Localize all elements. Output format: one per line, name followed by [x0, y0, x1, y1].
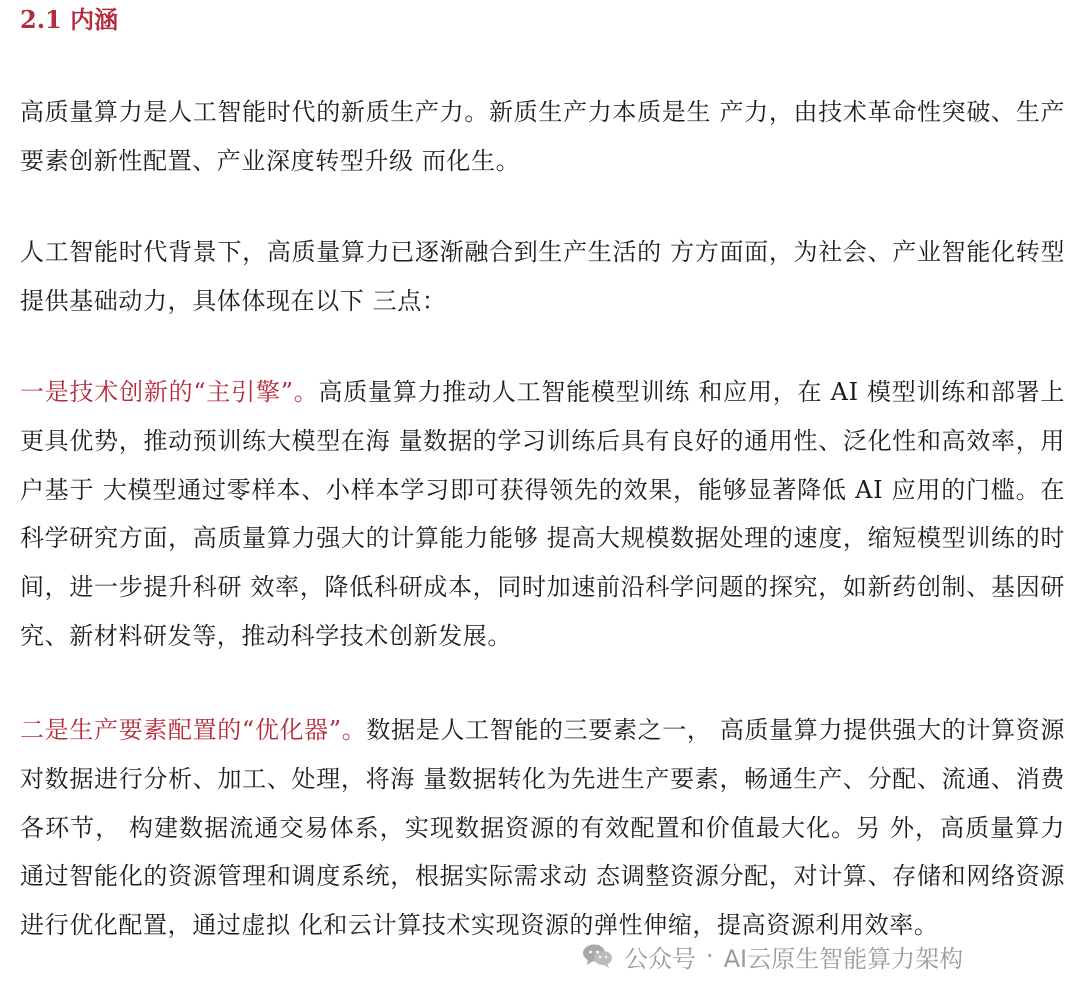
paragraph-text: 数据是人工智能的三要素之一， 高质量算力提供强大的计算资源对数据进行分析、加工、处理，将海 量数据转化为先进生产要素，畅通生产、分配、流通、消费各环节， 构建数据流通交易体系，实现数据资源的有效配置和价值最大化。另 外，高质量算力通过智能化的资源管理和调度系统，根据实际需求动 态调整资源分配，对计算、存储和网络资源进行优化配置，通过虚拟 化和云计算技术实现资源的弹性伸缩，提高资源利用效率。 [20, 716, 1065, 940]
highlight-heading-optimizer: 二是生产要素配置的“优化器”。 [20, 716, 367, 744]
paragraph-background [20, 228, 1065, 326]
section-title: 2.1 内涵 [20, 5, 119, 34]
paragraph-definition [20, 88, 1065, 186]
wechat-icon [582, 943, 614, 969]
paragraph-factor-allocation [20, 706, 1065, 950]
paragraph-technology-innovation [20, 368, 1065, 661]
paragraph-text: 人工智能时代背景下，高质量算力已逐渐融合到生产生活的 方方面面，为社会、产业智能化转型提供基础动力，具体体现在以下 三点： [20, 238, 1065, 315]
highlight-heading-engine: 一是技术创新的“主引擎”。 [20, 378, 319, 406]
wechat-watermark [582, 938, 963, 974]
watermark-source: 公众号 [624, 944, 696, 973]
paragraph-text: 高质量算力推动人工智能模型训练 和应用，在 AI 模型训练和部署上更具优势，推动预训练大模型在海 量数据的学习训练后具有良好的通用性、泛化性和高效率，用户基于 大模型通过零样本、小样本学习即可获得领先的效果，能够显著降低 AI 应用的门槛。在科学研究方面，高质量算力强大的计算能力能够 提高大规模数据处理的速度，缩短模型训练的时间，进一步提升科研 效率，降低科研成本，同时加速前沿科学问题的探究，如新药创制、基因研究、新材料研发等，推动科学技术创新发展。 [20, 378, 1066, 650]
paragraph-text: 高质量算力是人工智能时代的新质生产力。新质生产力本质是生 产力，由技术革命性突破、生产要素创新性配置、产业深度转型升级 而化生。 [20, 98, 1065, 175]
watermark-separator: · [706, 942, 714, 970]
watermark-account-name: AI云原生智能算力架构 [723, 944, 964, 973]
